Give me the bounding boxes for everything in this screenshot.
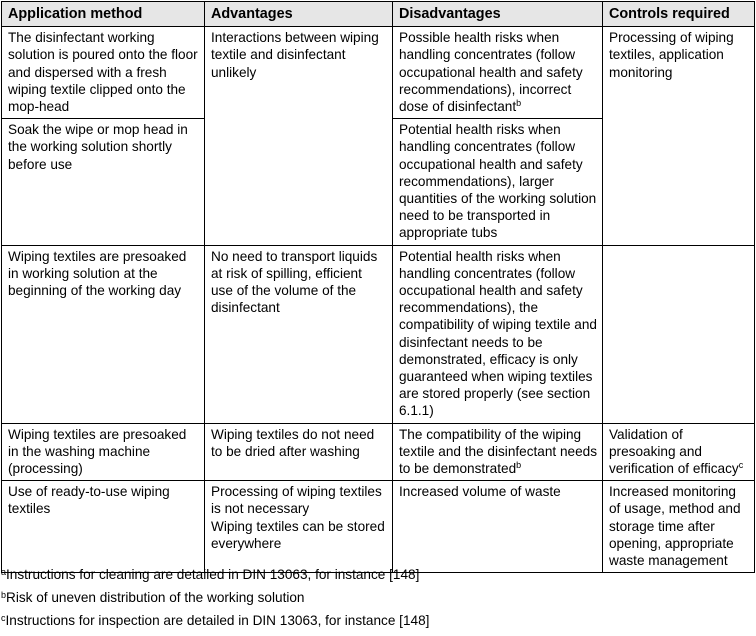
cell-text: Possible health risks when handling concentrates (follow occupational health and safety recommendations), incorrect dose of disinfectant — [399, 30, 583, 115]
footnote-a — [1, 567, 754, 590]
header-disadvantages: Disadvantages — [393, 2, 603, 27]
cell-disadvantages — [393, 423, 603, 481]
cell-controls: Processing of wiping textiles, application monitoring — [603, 27, 755, 245]
header-advantages: Advantages — [205, 2, 393, 27]
cell-text: Validation of presoaking and verification of efficacy — [609, 426, 739, 477]
footnote-ref: b — [516, 98, 522, 109]
cell-disadvantages: Potential health risks when handling concentrates (follow occupational health and safety recommendations), larger quantities of the working solution need to be transported in appropriate tubs — [393, 119, 603, 245]
cell-disadvantages — [393, 27, 603, 119]
table-row — [2, 423, 755, 481]
footnote-ref: b — [516, 460, 522, 471]
cell-controls: Increased monitoring of usage, method and storage time after opening, appropriate waste management — [603, 481, 755, 573]
cell-text: The compatibility of the wiping textile and the disinfectant needs to be demonstrated — [399, 426, 597, 477]
advantage-line: Wiping textiles can be stored everywhere — [211, 518, 385, 551]
table-row — [2, 481, 755, 573]
table-row — [2, 27, 755, 119]
header-application-method: Application method — [2, 2, 205, 27]
footnotes — [1, 567, 754, 636]
application-methods-table — [1, 1, 755, 573]
table-row — [2, 245, 755, 423]
footnote-c — [1, 613, 754, 636]
cell-method: Wiping textiles are presoaked in the washing machine (processing) — [2, 423, 205, 481]
cell-advantages: Wiping textiles do not need to be dried after washing — [205, 423, 393, 481]
footnote-marker: a — [1, 567, 7, 577]
footnote-ref: c — [738, 460, 744, 471]
cell-disadvantages: Potential health risks when handling concentrates (follow occupational health and safety recommendations), the compatibility of wiping textile and disinfectant needs to be demonstrated, efficacy is only guaranteed when wiping textiles are stored properly (see section 6.1.1) — [393, 245, 603, 423]
footnote-text: Instructions for inspection are detailed in DIN 13063, for instance [148] — [5, 613, 430, 628]
advantage-line: Processing of wiping textiles is not necessary — [211, 484, 382, 517]
cell-method: Wiping textiles are presoaked in working solution at the beginning of the working day — [2, 245, 205, 423]
footnote-text: Risk of uneven distribution of the working solution — [6, 590, 305, 605]
cell-method: Use of ready-to-use wiping textiles — [2, 481, 205, 573]
footnote-marker: b — [1, 590, 7, 600]
footnote-marker: c — [1, 613, 6, 623]
footnote-b — [1, 590, 754, 613]
cell-advantages — [205, 481, 393, 573]
table-header-row — [2, 2, 755, 27]
cell-method: Soak the wipe or mop head in the working solution shortly before use — [2, 119, 205, 245]
cell-controls — [603, 423, 755, 481]
cell-method: The disinfectant working solution is poured onto the floor and dispersed with a fresh wiping textile clipped onto the mop-head — [2, 27, 205, 119]
cell-advantages: Interactions between wiping textile and disinfectant unlikely — [205, 27, 393, 245]
cell-controls — [603, 245, 755, 423]
cell-disadvantages: Increased volume of waste — [393, 481, 603, 573]
cell-advantages: No need to transport liquids at risk of spilling, efficient use of the volume of the disinfectant — [205, 245, 393, 423]
footnote-text: Instructions for cleaning are detailed in DIN 13063, for instance [148] — [6, 567, 420, 582]
header-controls-required: Controls required — [603, 2, 755, 27]
